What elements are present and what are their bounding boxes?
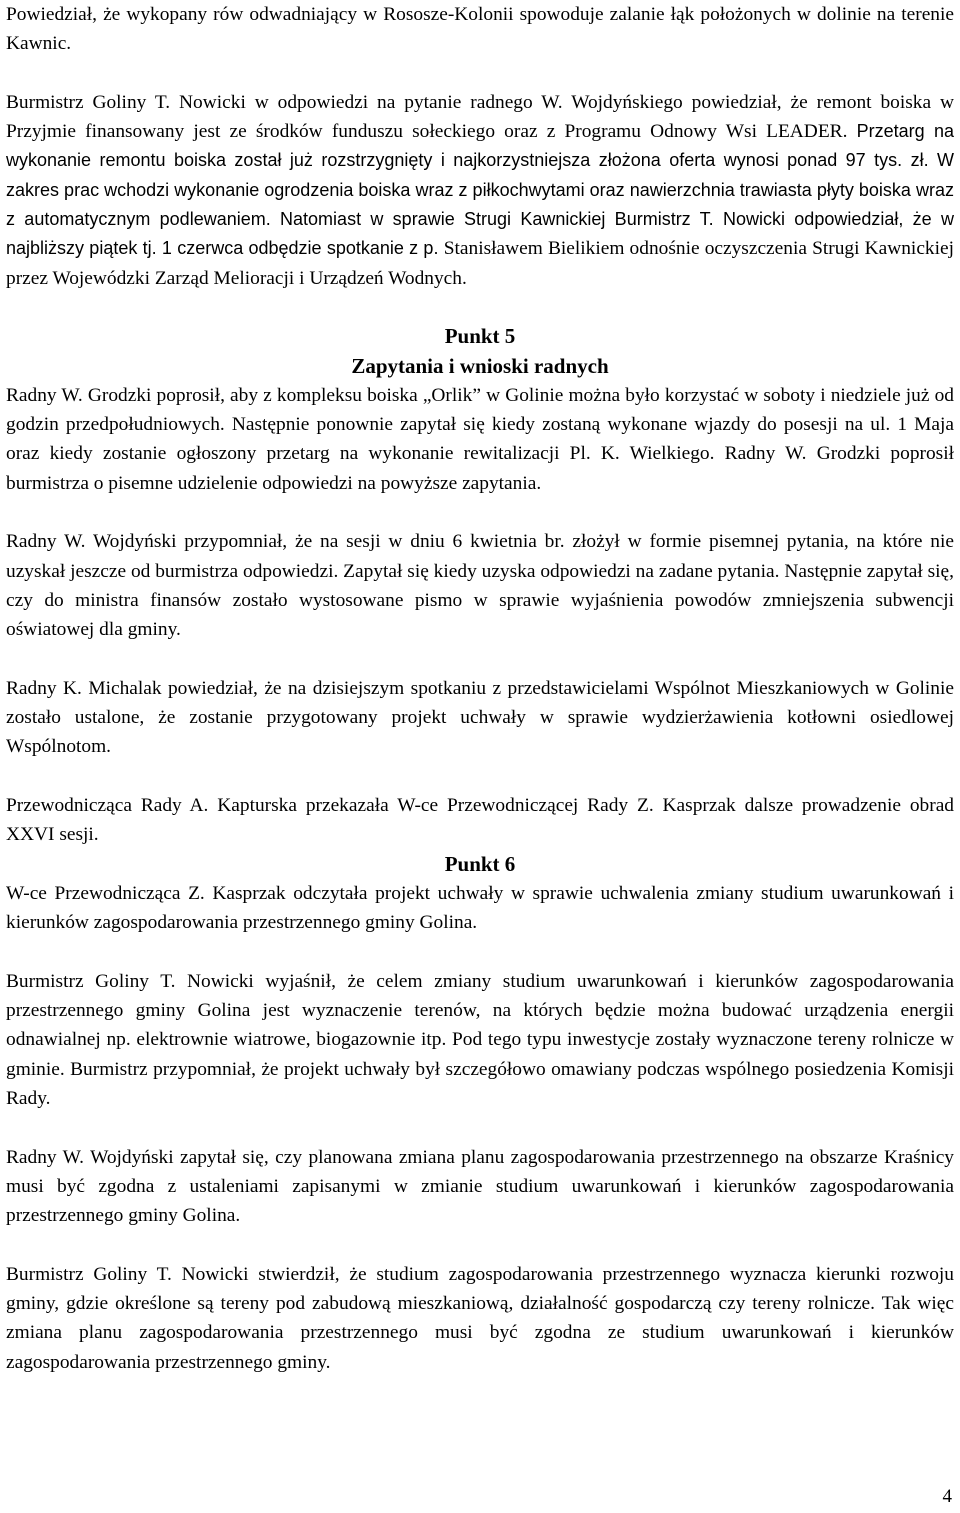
spacer (6, 59, 954, 88)
burmistrz-text-part2: Przetarg na wykonanie remontu boiska został już rozstrzygnięty i najkorzystniejsza złożona oferta wynosi ponad 97 tys. zł. W zakres prac wchodzi wykonanie ogrodzenia boiska wraz z piłkochwytami oraz nawierzchnia trawiasta płyty boiska wraz z automatycznym podlewaniem. Natomiast w sprawie Strugi Kawnickiej Burmistrz T. Nowicki odpowiedział, że w najbliższy piątek tj. 1 czerwca odbędzie spotkanie z p. (6, 121, 954, 259)
nowicki-stwierdzil-paragraph: Burmistrz Goliny T. Nowicki stwierdził, że studium zagospodarowania przestrzennego wyznacza kierunki rozwoju gminy, gdzie określone są tereny pod zabudową mieszkaniową, działalność gospodarczą czy tereny rolnicze. Tak więc zmiana planu zagospodarowania przestrzennego musi być zgodna ze studium uwarunkowań i kierunków zagospodarowania przestrzennego gminy. (6, 1263, 954, 1373)
burmistrz-paragraph (6, 88, 954, 293)
burmistrz-text-part1: Burmistrz Goliny T. Nowicki w odpowiedzi na pytanie radnego W. Wojdyńskiego powiedział, że remont boiska w Przyjmie finansowany jest ze środków funduszu sołeckiego oraz z Programu Odnowy Wsi LEADER. (6, 91, 954, 143)
punkt5-subheading: Zapytania i wnioski radnych (351, 353, 609, 378)
spacer (6, 293, 954, 322)
wojdynski-paragraph: Radny W. Wojdyński przypomniał, że na sesji w dniu 6 kwietnia br. złożył w formie pisemnej pytania, na które nie uzyskał jeszcze od burmistrza odpowiedzi. Zapytał się kiedy uzyska odpowiedzi na zadane pytania. Następnie zapytał się, czy do ministra finansów zostało wystosowane pismo w sprawie wyjaśnienia powodów zmniejszenia subwencji oświatowej dla gminy. (6, 531, 954, 641)
intro-paragraph: Powiedział, że wykopany rów odwadniający w Rososze-Kolonii spowoduje zalanie łąk położonych w dolinie na terenie Kawnic. (6, 4, 954, 55)
wojdynski-question-paragraph: Radny W. Wojdyński zapytał się, czy planowana zmiana planu zagospodarowania przestrzennego na obszarze Kraśnicy musi być zgodna z ustaleniami zapisanymi w zmianie studium uwarunkowań i kierunków zagospodarowania przestrzennego gminy Golina. (6, 1146, 954, 1227)
spacer (6, 938, 954, 967)
spacer (6, 645, 954, 674)
document-page (6, 0, 954, 1377)
przewodniczaca-paragraph: Przewodnicząca Rady A. Kapturska przekazała W-ce Przewodniczącej Rady Z. Kasprzak dalsze prowadzenie obrad XXVI sesji. (6, 795, 954, 846)
burmistrz-text-part3: Stanisławem Bielikiem odnośnie oczyszczenia Strugi Kawnickiej przez Wojewódzki Zarząd Melioracji i Urządzeń Wodnych. (6, 238, 954, 289)
spacer (6, 1113, 954, 1142)
michalak-paragraph: Radny K. Michalak powiedział, że na dzisiejszym spotkaniu z przedstawicielami Wspólnot Mieszkaniowych w Golinie zostało ustalone, że zostanie przygotowany projekt uchwały w sprawie wydzierżawienia kotłowni osiedlowej Wspólnotom. (6, 677, 954, 758)
nowicki-paragraph: Burmistrz Goliny T. Nowicki wyjaśnił, że celem zmiany studium uwarunkowań i kierunków zagospodarowania przestrzennego gminy Golina jest wyznaczenie terenów, na których będzie można budować urządzenia energii odnawialnej np. elektrownie wiatrowe, biogazownie itp. Pod tego typu inwestycje zostały wyznaczone tereny rolnicze w gminie. Burmistrz przypomniał, że projekt uchwały był szczegółowo omawiany podczas wspólnego posiedzenia Komisji Rady. (6, 970, 954, 1109)
grodzki-paragraph: Radny W. Grodzki poprosił, aby z kompleksu boiska „Orlik” w Golinie można było korzystać w soboty i niedziele już od godzin przedpołudniowych. Następnie ponownie zapytał się kiedy zostaną wykonane wjazdy do posesji na ul. 1 Maja oraz kiedy zostanie ogłoszony przetarg na wykonanie rewitalizacji Pl. K. Wielkiego. Radny W. Grodzki poprosił burmistrza o pisemne udzielenie odpowiedzi na powyższe zapytania. (6, 384, 954, 494)
punkt5-heading: Punkt 5 (444, 324, 516, 349)
spacer (6, 498, 954, 527)
page-number: 4 (942, 1486, 952, 1507)
spacer (6, 1230, 954, 1259)
punkt6-heading: Punkt 6 (444, 851, 516, 876)
kasprzak-paragraph: W-ce Przewodnicząca Z. Kasprzak odczytała projekt uchwały w sprawie uchwalenia zmiany studium uwarunkowań i kierunków zagospodarowania przestrzennego gminy Golina. (6, 882, 954, 934)
spacer (6, 762, 954, 791)
